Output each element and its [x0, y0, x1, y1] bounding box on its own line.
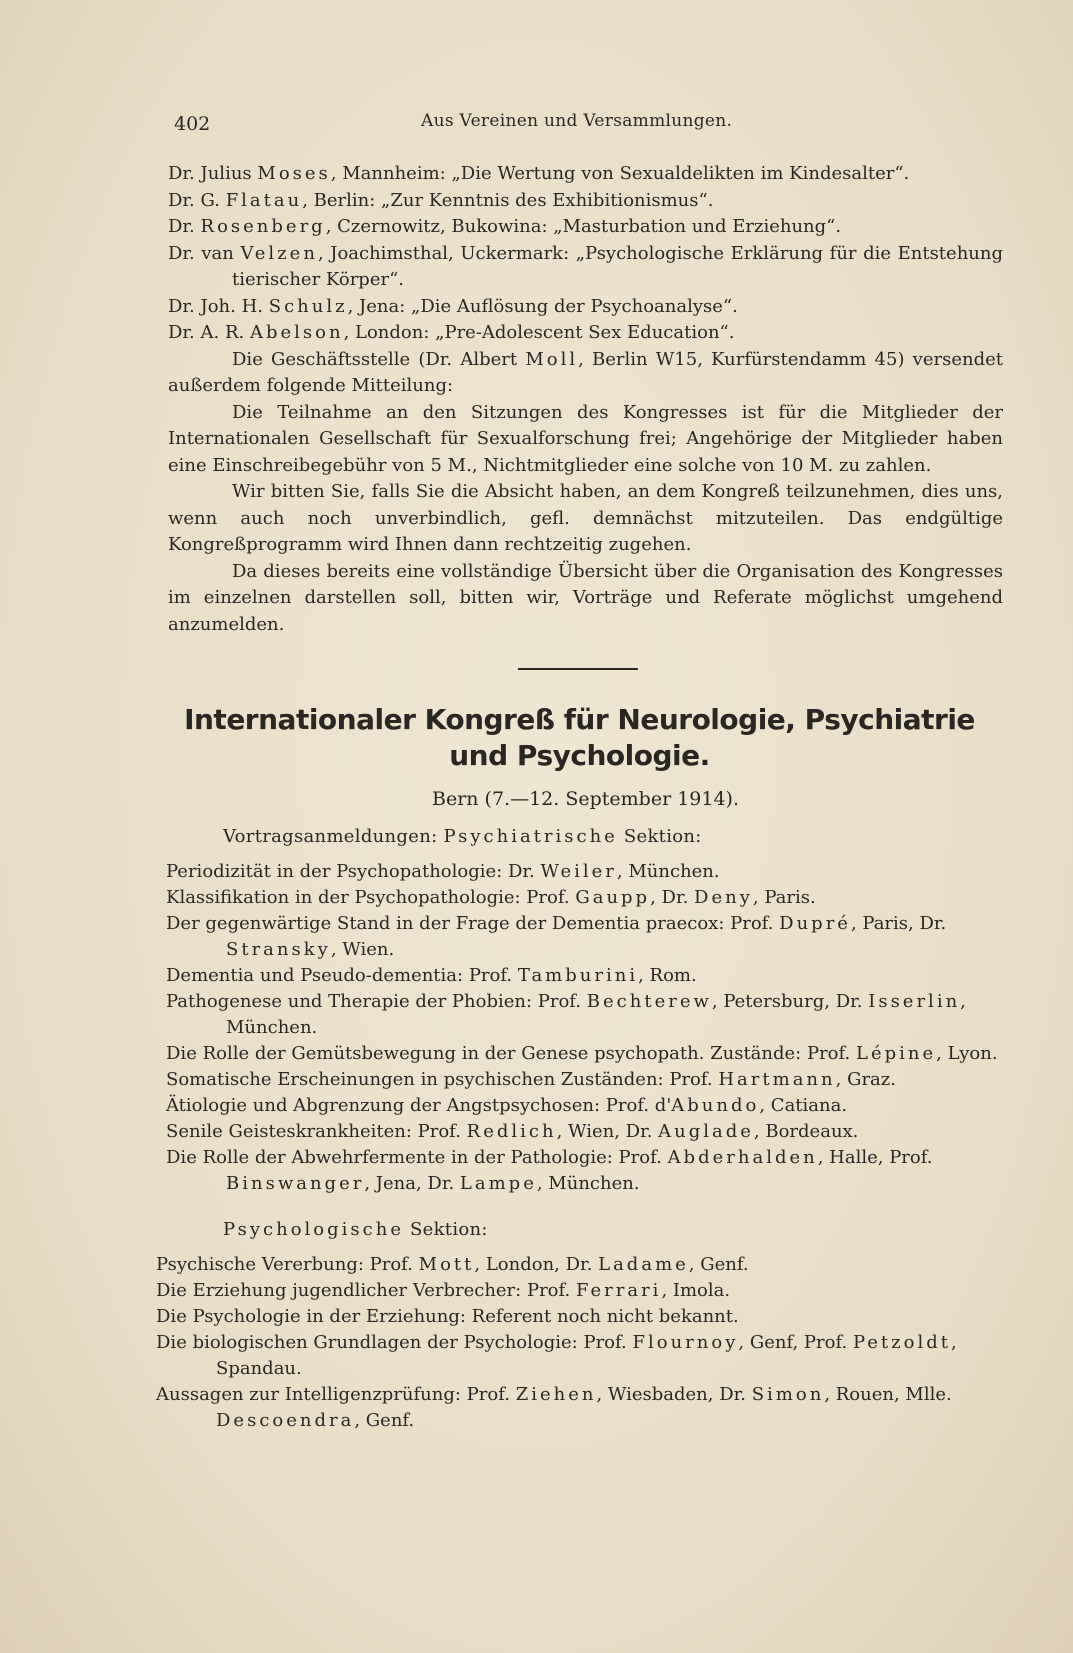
paragraph-teilnahme: Die Teilnahme an den Sitzungen des Kongresses ist für die Mitglieder der Internationalen Gesellschaft für Sexualforschung frei; Angehörige der Mitglieder haben eine Einschreibegebühr von 5 M., Nichtmitglieder eine solche von 10 M. zu zahlen. [168, 401, 1003, 476]
list-item: Senile Geisteskrankheiten: Prof. Redlich, Wien, Dr. Auglade, Bordeaux. [166, 1121, 859, 1142]
list-item: Ätiologie und Abgrenzung der Angstpsychosen: Prof. d'Abundo, Catiana. [166, 1095, 848, 1116]
page-number: 402 [174, 113, 211, 135]
list-item: Die Rolle der Gemütsbewegung in der Genese psychopath. Zustände: Prof. Lépine, Lyon. [166, 1043, 998, 1064]
list-item: Psychische Vererbung: Prof. Mott, London, Dr. Ladame, Genf. [156, 1254, 749, 1275]
list-item: Der gegenwärtige Stand in der Frage der Dementia praecox: Prof. Dupré, Paris, Dr. Stransky, Wien. [166, 913, 947, 960]
psychological-list [156, 1252, 1003, 1434]
list-item: Die Erziehung jugendlicher Verbrecher: Prof. Ferrari, Imola. [156, 1280, 731, 1301]
entry-rosenberg: Dr. Rosenberg, Czernowitz, Bukowina: „Masturbation und Erziehung“. [168, 216, 842, 237]
paragraph-uebersicht: Da dieses bereits eine vollständige Übersicht über die Organisation des Kongresses im einzelnen darstellen soll, bitten wir, Vorträge und Referate möglichst umgehend anzumelden. [168, 560, 1003, 635]
list-item: Die biologischen Grundlagen der Psychologie: Prof. Flournoy, Genf, Prof. Petzoldt, Spandau. [156, 1332, 957, 1379]
psychiatric-list [166, 859, 1003, 1197]
page-header [168, 105, 1003, 137]
list-item: Pathogenese und Therapie der Phobien: Prof. Bechterew, Petersburg, Dr. Isserlin, München. [166, 991, 966, 1038]
entry-velzen: Dr. van Velzen, Joachimsthal, Uckermark: „Psychologische Erklärung für die Entstehung tierischer Körper“. [168, 242, 1003, 290]
entry-abelson: Dr. A. R. Abelson, London: „Pre-Adolescent Sex Education“. [168, 322, 735, 343]
psychiatric-section-label: Vortragsanmeldungen: Psychiatrische Sektion: [223, 826, 702, 847]
list-item: Klassifikation in der Psychopathologie: Prof. Gaupp, Dr. Deny, Paris. [166, 887, 816, 908]
list-item: Dementia und Pseudo-dementia: Prof. Tamburini, Rom. [166, 965, 697, 986]
entry-flatau: Dr. G. Flatau, Berlin: „Zur Kenntnis des Exhibitionismus“. [168, 189, 714, 211]
list-item: Periodizität in der Psychopathologie: Dr. Weiler, München. [166, 861, 720, 882]
list-item: Die Psychologie in der Erziehung: Referent noch nicht bekannt. [156, 1306, 739, 1327]
psychological-section-label: Psychologische Sektion: [223, 1219, 488, 1240]
entry-schulz: Dr. Joh. H. Schulz, Jena: „Die Auflösung der Psychoanalyse“. [168, 295, 738, 317]
congress-subtitle: Bern (7.—12. September 1914). [431, 788, 739, 810]
paragraph-anmeldung: Wir bitten Sie, falls Sie die Absicht haben, an dem Kongreß teilzunehmen, dies uns, wenn auch noch unverbindlich, gefl. demnächst mitzuteilen. Das endgültige Kongreßprogramm wird Ihnen dann rechtzeitig zugehen. [168, 481, 1003, 555]
section-divider [518, 668, 638, 670]
entry-moses: Dr. Julius Moses, Mannheim: „Die Wertung von Sexualdelikten im Kindesalter“. [168, 163, 910, 184]
congress-title: Internationaler Kongreß für Neurologie, Psychiatrie und Psychologie. [184, 703, 975, 772]
running-title: Aus Vereinen und Versammlungen. [421, 111, 733, 131]
list-item: Aussagen zur Intelligenzprüfung: Prof. Ziehen, Wiesbaden, Dr. Simon, Rouen, Mlle. Descoendra, Genf. [156, 1384, 952, 1431]
top-entries [168, 161, 1003, 347]
list-item: Somatische Erscheinungen in psychischen Zuständen: Prof. Hartmann, Graz. [166, 1069, 896, 1090]
paragraph-geschaeftsstelle: Die Geschäftsstelle (Dr. Albert Moll, Berlin W15, Kurfürstendamm 45) versendet außerdem folgende Mitteilung: [168, 348, 1003, 396]
list-item: Die Rolle der Abwehrfermente in der Pathologie: Prof. Abderhalden, Halle, Prof. Binswanger, Jena, Dr. Lampe, München. [166, 1147, 933, 1194]
